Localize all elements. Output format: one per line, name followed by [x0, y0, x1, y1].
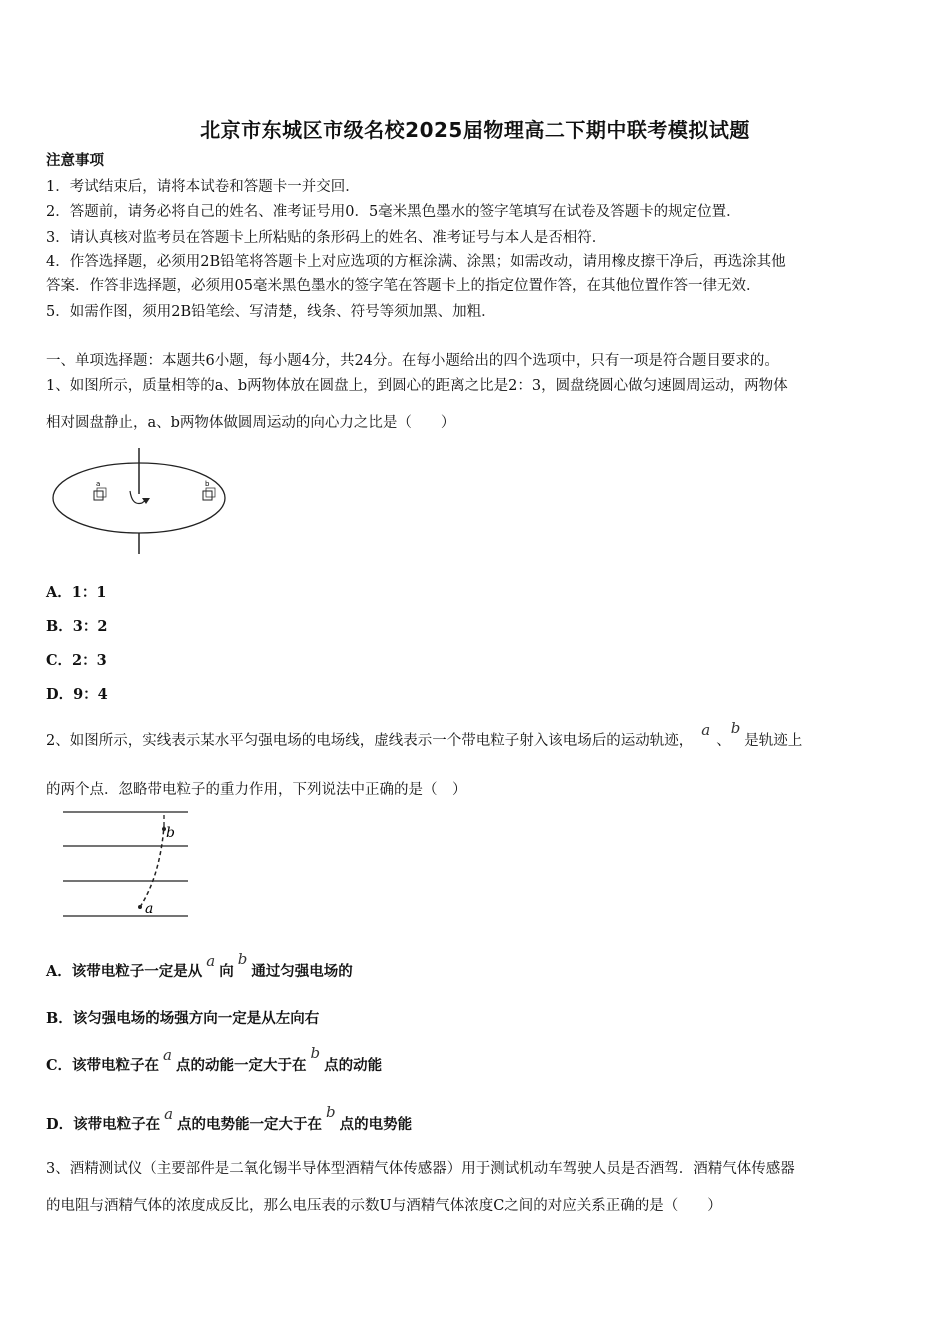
q2-option-d-sym-a: a [164, 1105, 174, 1123]
q1-option-c[interactable]: C．2：3 [46, 652, 107, 669]
q2-option-c-sym-b: b [310, 1044, 321, 1062]
q2-symbol-a: a [701, 721, 711, 739]
q2-stem-line2: 的两个点．忽略带电粒子的重力作用，下列说法中正确的是（ ） [46, 782, 467, 798]
notice-item: 1．考试结束后，请将本试卷和答题卡一并交回． [46, 179, 360, 195]
q2-fig-label-a: a [145, 901, 154, 917]
q2-stem-line1 [46, 719, 803, 751]
q2-option-c-text: C．该带电粒子在 [46, 1057, 160, 1074]
q1-disc-figure [50, 446, 230, 558]
q2-option-c-sym-a: a [163, 1046, 172, 1064]
q2-option-a-text: 通过匀强电场的 [251, 963, 353, 980]
q1-option-a[interactable]: A．1：1 [46, 584, 107, 601]
page-title: 北京市东城区市级名校2025届物理高二下期中联考模拟试题 [200, 118, 750, 142]
q2-stem-text: 2、如图所示，实线表示某水平匀强电场的电场线，虚线表示一个带电粒子射入该电场后的运动轨迹， [46, 733, 694, 749]
notice-item: 2．答题前，请务必将自己的姓名、准考证号用0．5毫米黑色墨水的签字笔填写在试卷及答题卡的规定位置． [46, 204, 741, 220]
q2-option-d-text: D．该带电粒子在 [46, 1116, 161, 1133]
q1-stem-line1: 1、如图所示，质量相等的a、b两物体放在圆盘上，到圆心的距离之比是2：3，圆盘绕圆心做匀速圆周运动，两物体 [46, 378, 788, 394]
notice-item: 5．如需作图，须用2B铅笔绘、写清楚，线条、符号等须加黑、加粗． [46, 304, 496, 320]
q2-fig-label-b: b [166, 825, 175, 841]
q1-option-b[interactable]: B．3：2 [46, 618, 108, 635]
q2-option-c[interactable] [46, 1044, 383, 1075]
q2-option-a-sym-b: b [237, 950, 248, 968]
q2-separator: 、 [716, 733, 731, 749]
q2-option-d-text: 点的电势能一定大于在 [177, 1116, 323, 1133]
q1-stem-line2: 相对圆盘静止，a、b两物体做圆周运动的向心力之比是（ ） [46, 415, 456, 431]
notice-heading: 注意事项 [46, 152, 104, 169]
q2-option-c-text: 点的动能一定大于在 [176, 1057, 307, 1074]
q2-option-d-sym-b: b [326, 1103, 336, 1121]
q2-option-a-text: A．该带电粒子一定是从 [46, 963, 203, 980]
q2-option-b[interactable]: B．该匀强电场的场强方向一定是从左向右 [46, 1010, 320, 1027]
section-heading: 一、单项选择题：本题共6小题，每小题4分，共24分。在每小题给出的四个选项中，只有一项是符合题目要求的。 [46, 353, 779, 369]
q3-stem-line1: 3、酒精测试仪（主要部件是二氧化锡半导体型酒精气体传感器）用于测试机动车驾驶人员是否酒驾．酒精气体传感器 [46, 1161, 795, 1177]
q2-symbol-b: b [730, 719, 741, 737]
q1-label-b: b [205, 480, 210, 488]
q2-option-c-text: 点的动能 [324, 1057, 383, 1074]
q2-stem-text-end: 是轨迹上 [744, 733, 803, 749]
q1-option-d[interactable]: D．9：4 [46, 686, 108, 703]
q2-option-d[interactable] [46, 1103, 413, 1134]
q3-stem-line2: 的电阻与酒精气体的浓度成反比，那么电压表的示数U与酒精气体浓度C之间的对应关系正确的是（ ） [46, 1198, 722, 1214]
notice-item: 4．作答选择题，必须用2B铅笔将答题卡上对应选项的方框涂满、涂黑；如需改动，请用橡皮擦干净后，再选涂其他 [46, 254, 786, 270]
q1-label-a: a [96, 480, 101, 488]
q2-option-d-text: 点的电势能 [339, 1116, 413, 1133]
notice-item: 3．请认真核对监考员在答题卡上所粘贴的条形码上的姓名、准考证号与本人是否相符． [46, 230, 607, 246]
q2-field-figure [60, 806, 190, 918]
q2-option-a[interactable] [46, 950, 353, 981]
q2-option-a-sym-a: a [206, 952, 216, 970]
q2-option-a-text: 向 [219, 963, 234, 980]
notice-item: 答案．作答非选择题，必须用05毫米黑色墨水的签字笔在答题卡上的指定位置作答，在其他位置作答一律无效． [46, 278, 761, 294]
